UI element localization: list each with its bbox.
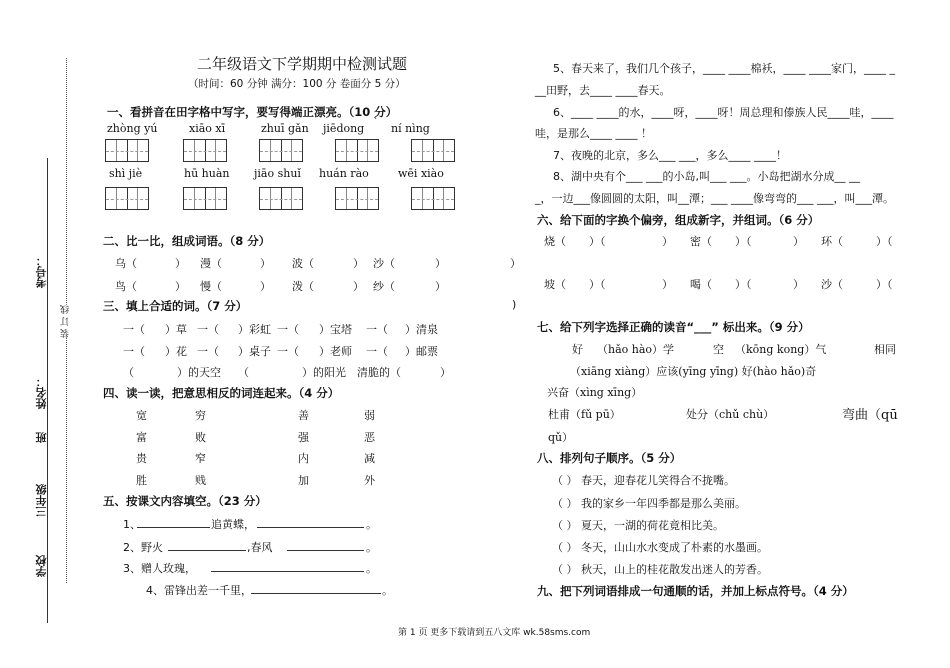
s5-item: 4、雷锋出差一千里， (146, 584, 252, 597)
s2-item: 波（ (292, 257, 314, 270)
fill-blank[interactable] (251, 593, 381, 594)
s2-heading: 二、比一比，组成词语。（8 分） (103, 234, 271, 248)
s7-option[interactable]: （hǎo hào）学 (597, 343, 675, 356)
s4-word: 贵 (136, 452, 147, 465)
s7-option[interactable]: qǔ） (548, 431, 574, 444)
s3-item: ）桌子 (238, 345, 271, 358)
s6-item: ） (793, 278, 804, 291)
tianzi-grid[interactable] (335, 139, 379, 162)
s3-item: ）清泉 (405, 323, 438, 336)
s7-option-line[interactable]: （xiāng xiàng）应该(yīng yīng) 好(hào hǎo)奇 (570, 365, 817, 378)
s3-item: 一（ (197, 323, 219, 336)
s4-word: 窄 (195, 452, 206, 465)
s8-heading: 八、排列句子顺序。（5 分） (537, 451, 682, 465)
s6-item: 密（ (690, 235, 712, 248)
s3-item: ）宝塔 (319, 323, 352, 336)
s3-item: ）草 (165, 323, 187, 336)
s4-word: 贱 (195, 474, 206, 487)
s3-item: ）老师 (319, 345, 352, 358)
s6-item: 环（ (821, 235, 843, 248)
s7-char: 空 (713, 343, 724, 356)
tianzi-grid[interactable] (105, 187, 149, 210)
tone-mark: ˋ (373, 116, 379, 129)
s5-heading: 五、按课文内容填空。（23 分） (103, 494, 267, 508)
s8-sentence[interactable]: （ ） 我的家乡一年四季都是那么美丽。 (552, 497, 746, 510)
s3-item: 一（ (277, 345, 299, 358)
s6-item: ） (793, 235, 804, 248)
s2-item: ） (353, 257, 364, 270)
s4-word: 减 (364, 452, 375, 465)
s4-word: 胜 (136, 474, 147, 487)
s8-sentence[interactable]: （ ） 秋天，山上的桂花散发出迷人的芳香。 (552, 563, 768, 576)
s4-word: 败 (195, 431, 206, 444)
s6-item: ）（ (735, 235, 752, 248)
s3-item: 一（ (277, 323, 299, 336)
s2-item: 鸟（ (115, 280, 137, 293)
tianzi-grid[interactable] (335, 187, 379, 210)
s3-item: ）邮票 (405, 345, 438, 358)
tianzi-grid[interactable] (183, 187, 227, 210)
s4-word: 强 (298, 431, 309, 444)
s7-option[interactable]: 弯曲（qū (842, 408, 898, 423)
s2-item: 乌（ (115, 257, 137, 270)
s4-word: 宽 (136, 409, 147, 422)
s1-pinyin: shì jiè (109, 167, 143, 180)
s1-pinyin: ní nìng (391, 122, 430, 135)
s5-item: 1、 (123, 518, 141, 531)
s5-item-6b: 哇，是那么____ ____ ！ (535, 127, 652, 140)
page-subtitle: （时间：60 分钟 满分：100 分 卷面分 5 分） (188, 78, 406, 90)
s4-word: 外 (364, 474, 375, 487)
s6-item: ）（ (876, 235, 893, 248)
s5-item-8b: _，一边___像圆圆的太阳，叫__潭；___ ____像弯弯的___ ___，叫___潭。 (535, 192, 894, 205)
s3-item: ）的阳光 (302, 366, 346, 379)
s7-char: 相同 (874, 343, 896, 356)
s4-word: 恶 (364, 431, 375, 444)
s6-item: 喝（ (690, 278, 712, 291)
s7-char: 好 (572, 343, 583, 356)
s2-item: ） (435, 257, 446, 270)
s7-option[interactable]: 杜甫（fǔ pū） (548, 408, 621, 421)
s1-pinyin: jiāo shuǐ (254, 167, 301, 180)
s4-word: 弱 (364, 409, 375, 422)
s5-item-5a: 5、春天来了，我们几个孩子，____ ____棉袄，____ ____家门，____ _ (553, 62, 895, 75)
s1-pinyin: zhuī gǎn (261, 122, 309, 135)
s5-item-5b: __田野，去____ ____春天。 (535, 84, 671, 97)
s3-item: ）的天空 (177, 366, 221, 379)
s2-item: ） (353, 280, 364, 293)
s3-item: ）花 (165, 345, 187, 358)
s2-item: 漫（ (200, 257, 222, 270)
s6-item: ）（ (589, 278, 606, 291)
s7-heading: 七、给下列字选择正确的读音“___” 标出来。（9 分） (537, 320, 810, 334)
s5-item: 。 (382, 584, 393, 597)
s8-sentence[interactable]: （ ） 春天，迎春花儿笑得合不拢嘴。 (552, 474, 735, 487)
s5-item: 追黄蝶， (211, 518, 255, 531)
s7-option[interactable]: （kōng kong）气 (735, 343, 827, 356)
s6-item: ）（ (589, 235, 606, 248)
s6-item: ） (662, 235, 673, 248)
s3-item: ）彩虹 (238, 323, 271, 336)
s7-option-line[interactable]: 兴奋（xìng xīng） (547, 386, 643, 399)
s3-item: 清脆的（ (357, 366, 401, 379)
s6-item: 沙（ (821, 278, 843, 291)
s5-item-7: 7、夜晚的北京，多么___ ___，多么____ ____！ (553, 149, 787, 162)
s6-heading: 六、给下面的字换个偏旁，组成新字，并组词。（6 分） (537, 213, 820, 227)
s4-word: 穷 (195, 409, 206, 422)
s3-item: 一（ (366, 345, 388, 358)
fill-blank[interactable] (168, 550, 246, 551)
margin-xuexiao: 学校 (35, 555, 48, 577)
s7-option[interactable]: 处分（chǔ chù） (686, 408, 775, 421)
s2-item: 慢（ (200, 280, 222, 293)
s6-item: ） (662, 278, 673, 291)
s1-pinyin: huán rào (319, 167, 369, 180)
s8-sentence[interactable]: （ ） 冬天，山山水水变成了朴素的水墨画。 (552, 541, 768, 554)
margin-nianji: 三年级 (35, 484, 48, 517)
s3-item: 一（ (366, 323, 388, 336)
s2-item: 纱（ (373, 280, 395, 293)
s4-word: 内 (298, 452, 309, 465)
s2-item: 沙（ (373, 257, 395, 270)
s4-word: 善 (298, 409, 309, 422)
s2-item: ） (510, 257, 521, 270)
page-title: 二年级语文下学期期中检测试题 (197, 55, 408, 73)
s6-item: ）（ (876, 278, 893, 291)
s8-sentence[interactable]: （ ） 夏天，一湖的荷花竟相比美。 (552, 519, 724, 532)
s1-pinyin: wēi xiào (398, 167, 444, 180)
s3-item: ） (440, 366, 451, 379)
s2-item: ） (260, 280, 271, 293)
s5-item: 。 (366, 541, 377, 554)
page-footer: 第 1 页 更多下载请到五八文库 wk.58sms.com (398, 628, 591, 638)
s3-item: 一（ (197, 345, 219, 358)
s6-item: 烧（ (544, 235, 566, 248)
tianzi-grid[interactable] (105, 139, 149, 162)
s2-item: ） (175, 280, 186, 293)
s2-tail: ) (512, 298, 517, 311)
s1-heading: 一、看拼音在田字格中写字，要写得端正漂亮。（10 分） (107, 105, 398, 119)
fill-blank[interactable] (287, 550, 364, 551)
tianzi-grid[interactable] (411, 139, 455, 162)
s1-pinyin: zhòng yú (107, 122, 158, 135)
s2-item: ） (435, 280, 446, 293)
s3-heading: 三、填上合适的词。（7 分） (103, 299, 248, 313)
s5-item: 2、野火 (123, 541, 163, 554)
s3-item: 一（ (123, 345, 145, 358)
s6-item: 坡（ (544, 278, 566, 291)
s5-item-6a: 6、____ ____的水，____呀，____呀！周总理和傣族人民____哇，____ (553, 106, 894, 119)
tianzi-grid[interactable] (411, 187, 455, 210)
s5-item: ,春风 (247, 541, 273, 554)
s4-word: 富 (136, 431, 147, 444)
s2-item: ） (175, 257, 186, 270)
s9-heading: 九、把下列词语排成一句通顺的话，并加上标点符号。（4 分） (537, 584, 854, 598)
s3-item: （ (238, 366, 249, 379)
s1-pinyin: jiēdong (323, 122, 365, 135)
s5-item: 3、赠人玫瑰， (123, 562, 196, 575)
s2-item: ） (260, 257, 271, 270)
binding-label: 装 订 线 (61, 305, 71, 338)
s5-item: 。 (366, 518, 377, 531)
tianzi-grid[interactable] (259, 187, 303, 210)
margin-ban: 班 (35, 432, 48, 443)
s5-item-8a: 8、湖中央有个___ ___的小岛,叫___ ___。小岛把湖水分成__ __ (553, 170, 860, 183)
s3-item: 一（ (123, 323, 145, 336)
s6-item: ）（ (735, 278, 752, 291)
fill-blank[interactable] (257, 527, 364, 528)
s4-word: 加 (298, 474, 309, 487)
s4-heading: 四、读一读，把意思相反的词连起来。（4 分） (103, 386, 340, 400)
s5-item: 。 (366, 562, 377, 575)
fill-blank[interactable] (137, 527, 210, 528)
margin-xingming: 姓名： (35, 376, 48, 409)
fill-blank[interactable] (211, 571, 364, 572)
s1-pinyin: hū huàn (184, 167, 230, 180)
s3-item: （ (123, 366, 134, 379)
tianzi-grid[interactable] (183, 139, 227, 162)
tianzi-grid[interactable] (259, 139, 303, 162)
s1-pinyin: xiāo xī (189, 122, 226, 135)
s2-item: 泼（ (292, 280, 314, 293)
margin-kaohao: 考号： (35, 255, 48, 288)
